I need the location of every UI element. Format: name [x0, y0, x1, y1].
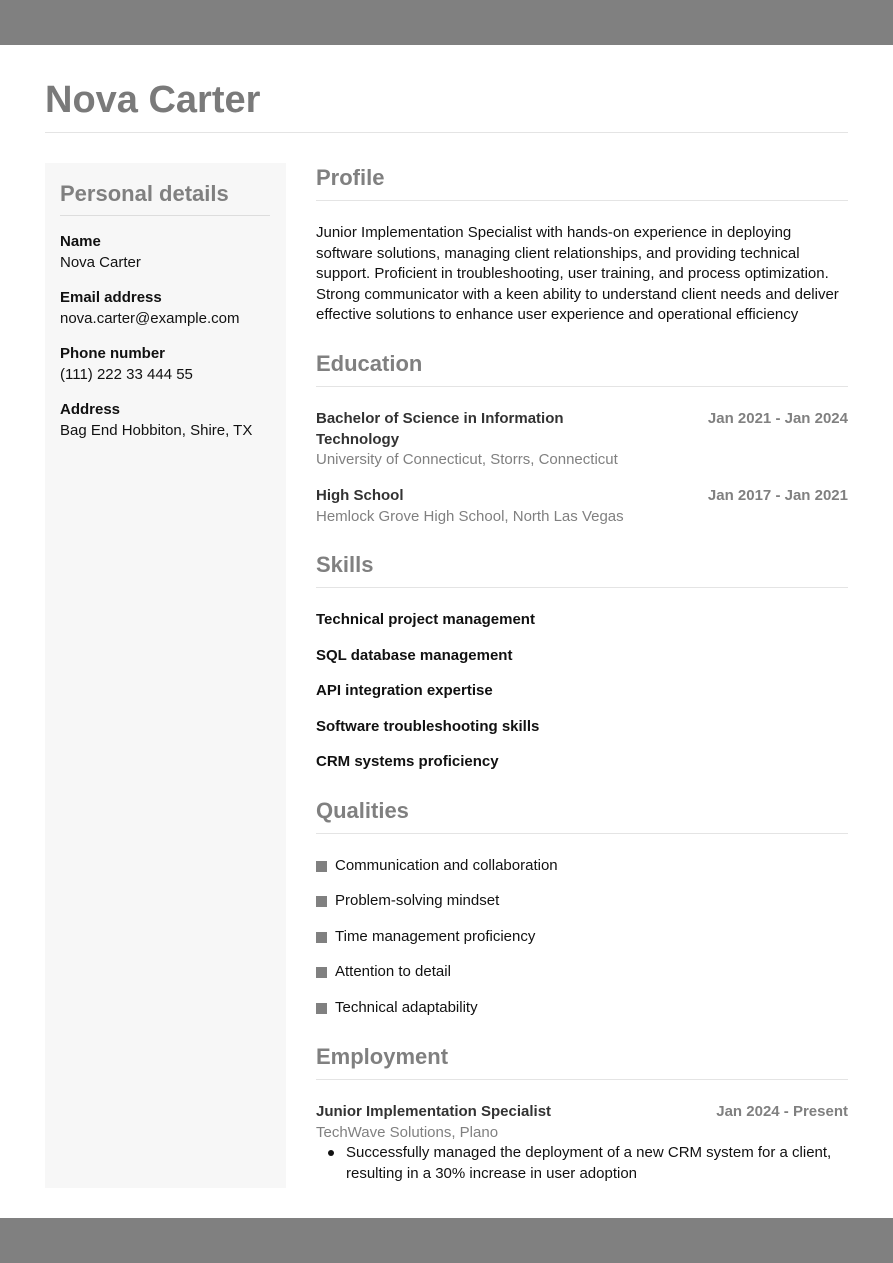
education-title: Education [316, 351, 423, 376]
detail-address [60, 399, 275, 441]
personal-details-sidebar [45, 163, 286, 1188]
education-dates: Jan 2021 - Jan 2024 [707, 410, 848, 427]
quality-text: Attention to detail [335, 963, 451, 980]
profile-title: Profile [316, 165, 385, 190]
detail-email-value: nova.carter@example.com [60, 310, 240, 327]
qualities-title: Qualities [316, 798, 409, 823]
employment-divider [316, 1079, 848, 1080]
education-school: University of Connecticut, Storrs, Connecticut [316, 451, 618, 468]
detail-phone [60, 343, 275, 385]
education-divider [316, 386, 848, 387]
page-top-band [0, 0, 893, 45]
skills-title: Skills [316, 552, 374, 577]
detail-address-label: Address [60, 401, 121, 418]
square-bullet-icon [316, 861, 327, 872]
personal-details-divider [60, 215, 270, 216]
detail-name [60, 231, 275, 273]
employment-bullet: Successfully managed the deployment of a new CRM system for a client, resulting in a 30% increase in user adoption [346, 1144, 832, 1182]
profile-text: Junior Implementation Specialist with hands-on experience in deploying software solutions, managing client relationships, and providing technical support. Proficient in troubleshooting, user training, and process optimization. Strong communicator with a keen ability to understand client needs and deliver effective solutions to enhance user experience and operational efficiency [316, 224, 839, 324]
detail-phone-value: (111) 222 33 444 55 [60, 366, 193, 383]
quality-text: Technical adaptability [335, 999, 478, 1016]
name-divider [45, 132, 848, 133]
detail-name-value: Nova Carter [60, 254, 141, 271]
employment-company: TechWave Solutions, Plano [316, 1123, 499, 1141]
detail-name-label: Name [60, 233, 101, 250]
skill-item: API integration expertise [316, 682, 493, 699]
detail-email-label: Email address [60, 289, 162, 306]
employment-role: Junior Implementation Specialist [316, 1103, 552, 1120]
skills-divider [316, 587, 848, 588]
square-bullet-icon [316, 967, 327, 978]
employment-dates: Jan 2024 - Present [716, 1103, 848, 1120]
skill-item: CRM systems proficiency [316, 753, 499, 770]
profile-divider [316, 200, 848, 201]
detail-address-value: Bag End Hobbiton, Shire, TX [60, 422, 253, 439]
education-degree: Bachelor of Science in Information Technology [316, 410, 564, 448]
bullet-dot-icon [328, 1150, 334, 1156]
resume-name-heading: Nova Carter [45, 79, 261, 121]
square-bullet-icon [316, 896, 327, 907]
square-bullet-icon [316, 1003, 327, 1014]
education-degree: High School [316, 487, 404, 504]
personal-details-title: Personal details [60, 181, 229, 206]
education-dates: Jan 2017 - Jan 2021 [707, 487, 848, 504]
education-school: Hemlock Grove High School, North Las Vegas [316, 507, 624, 525]
quality-text: Problem-solving mindset [335, 892, 500, 909]
detail-phone-label: Phone number [60, 345, 166, 362]
quality-text: Time management proficiency [335, 928, 536, 945]
page-bottom-band [0, 1218, 893, 1263]
detail-email [60, 287, 275, 329]
skill-item: Technical project management [316, 611, 535, 628]
square-bullet-icon [316, 932, 327, 943]
skill-item: Software troubleshooting skills [316, 718, 540, 735]
quality-text: Communication and collaboration [335, 857, 558, 874]
qualities-divider [316, 833, 848, 834]
skill-item: SQL database management [316, 647, 513, 664]
employment-title: Employment [316, 1044, 449, 1069]
